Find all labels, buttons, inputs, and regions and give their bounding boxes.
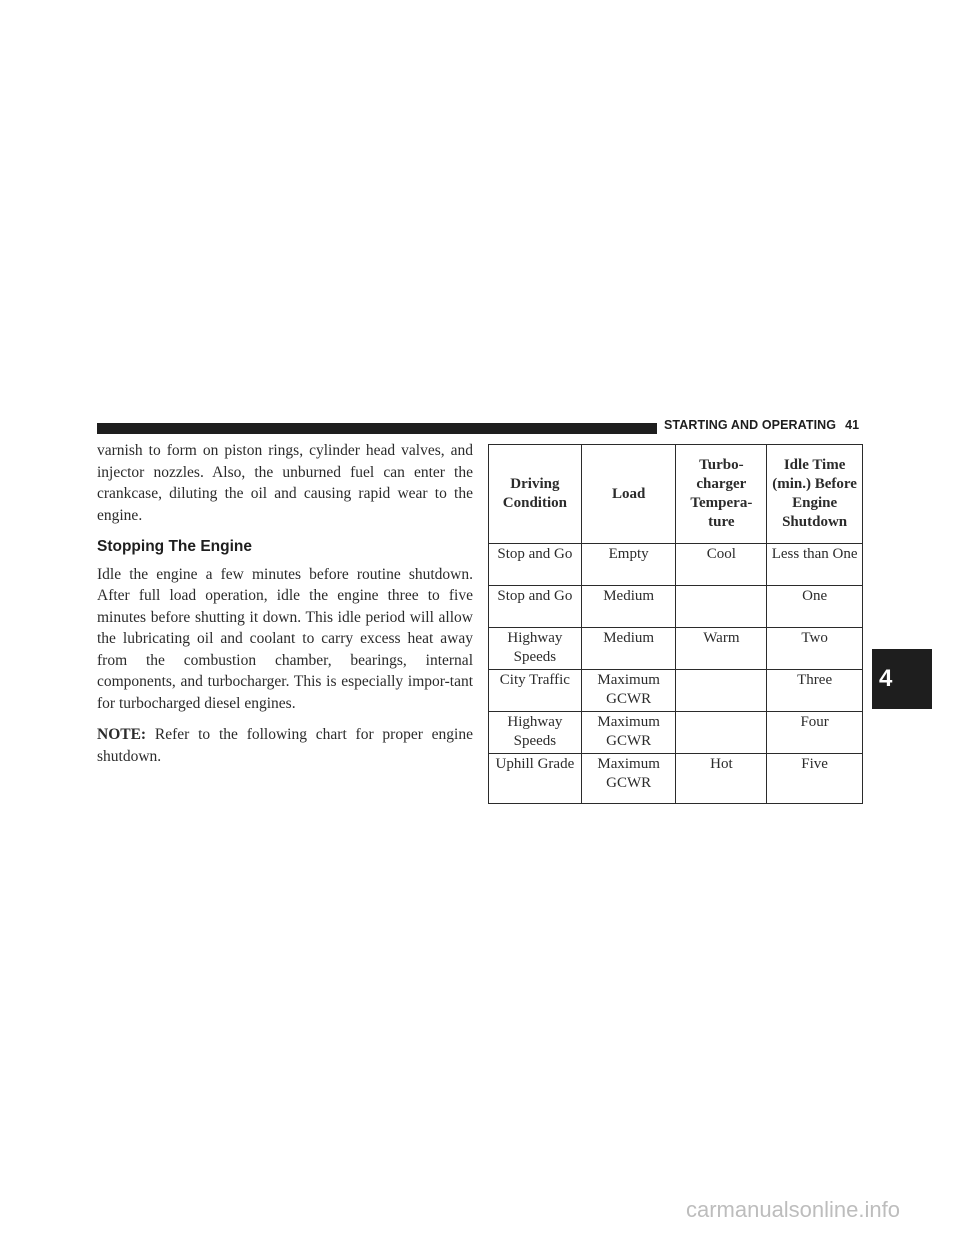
table-row (489, 628, 863, 670)
body-column (97, 440, 473, 777)
table-cell: Medium (581, 628, 676, 670)
table-cell: Less than One (767, 544, 863, 586)
chapter-tab: 4 (872, 649, 932, 709)
page-number: 41 (845, 418, 860, 432)
table-cell: City Traffic (489, 670, 582, 712)
table-cell: Three (767, 670, 863, 712)
note-label: NOTE: (97, 726, 147, 743)
table-cell: Stop and Go (489, 544, 582, 586)
watermark-text: carmanualsonline.info (685, 1197, 900, 1222)
column-header: Turbo-charger Tempera-ture (676, 445, 767, 544)
footer-watermark (0, 1197, 960, 1223)
column-header: Driving Condition (489, 445, 582, 544)
table-cell: Two (767, 628, 863, 670)
running-header (664, 418, 859, 432)
table-cell: One (767, 586, 863, 628)
table-header-row (489, 445, 863, 544)
table-cell: Warm (676, 628, 767, 670)
note-text: Refer to the following chart for proper engine shutdown. (97, 726, 473, 765)
table-cell (676, 712, 767, 754)
table-row (489, 586, 863, 628)
table-cell: Uphill Grade (489, 754, 582, 804)
body-paragraph: Idle the engine a few minutes before routine shutdown. After full load operation, idle the engine three to five minutes before shutting it down. This idle period will allow the lubricating oil and coolant to carry excess heat away from the combustion chamber, bearings, internal components, and turbocharger. This is especially impor-tant for turbocharged diesel engines. (97, 565, 473, 712)
table-row (489, 670, 863, 712)
section-heading: Stopping The Engine (97, 538, 252, 555)
table-row (489, 712, 863, 754)
table-cell (676, 586, 767, 628)
table-cell: Maximum GCWR (581, 754, 676, 804)
idle-time-table (488, 444, 863, 804)
table-cell: Highway Speeds (489, 628, 582, 670)
section-title: STARTING AND OPERATING (664, 418, 837, 432)
table-cell: Five (767, 754, 863, 804)
header-rule (97, 423, 657, 434)
table-cell: Medium (581, 586, 676, 628)
table-cell: Empty (581, 544, 676, 586)
table-cell: Highway Speeds (489, 712, 582, 754)
table-cell: Four (767, 712, 863, 754)
table-cell: Maximum GCWR (581, 712, 676, 754)
table-cell: Maximum GCWR (581, 670, 676, 712)
table-row (489, 754, 863, 804)
table-row (489, 544, 863, 586)
body-paragraph: varnish to form on piston rings, cylinder head valves, and injector nozzles. Also, the unburned fuel can enter the crankcase, diluting the oil and causing rapid wear to the engine. (97, 442, 473, 524)
table-cell: Cool (676, 544, 767, 586)
table-cell: Hot (676, 754, 767, 804)
table-cell: Stop and Go (489, 586, 582, 628)
table-cell (676, 670, 767, 712)
note-paragraph (97, 724, 473, 767)
column-header: Idle Time (min.) Before Engine Shutdown (767, 445, 863, 544)
column-header: Load (581, 445, 676, 544)
